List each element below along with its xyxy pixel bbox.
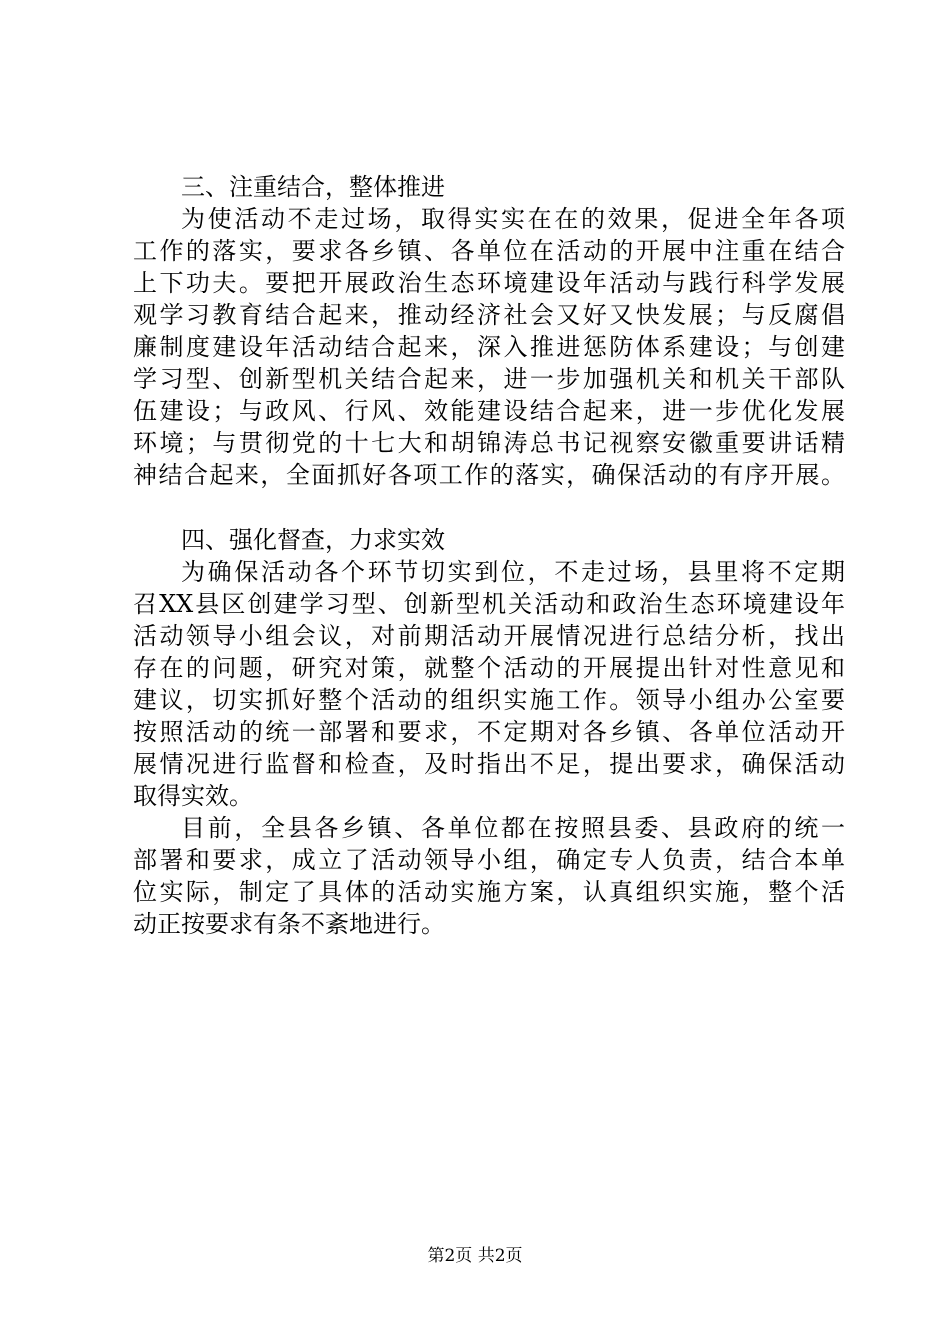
paragraph-line: 取得实效。 bbox=[133, 782, 253, 810]
paragraph-line: 为确保活动各个环节切实到位，不走过场，县里将不定期 bbox=[181, 558, 845, 586]
paragraph-line: 学习型、创新型机关结合起来，进一步加强机关和机关干部队 bbox=[133, 365, 845, 393]
paragraph-line: 按照活动的统一部署和要求，不定期对各乡镇、各单位活动开 bbox=[133, 718, 845, 746]
paragraph-line: 工作的落实，要求各乡镇、各单位在活动的开展中注重在结合 bbox=[133, 237, 845, 265]
paragraph-line: 环境；与贯彻党的十七大和胡锦涛总书记视察安徽重要讲话精 bbox=[133, 429, 845, 457]
page-number-footer: 第2页 共2页 bbox=[427, 1246, 523, 1266]
paragraph-line: 上下功夫。要把开展政治生态环境建设年活动与践行科学发展 bbox=[133, 269, 845, 297]
paragraph-line: 部署和要求，成立了活动领导小组，确定专人负责，结合本单 bbox=[133, 846, 845, 874]
paragraph-line: 神结合起来，全面抓好各项工作的落实，确保活动的有序开展。 bbox=[133, 461, 845, 489]
paragraph-line: 目前，全县各乡镇、各单位都在按照县委、县政府的统一 bbox=[181, 814, 845, 842]
paragraph-line: 廉制度建设年活动结合起来，深入推进惩防体系建设；与创建 bbox=[133, 333, 845, 361]
paragraph-line: 为使活动不走过场，取得实实在在的效果，促进全年各项 bbox=[181, 205, 845, 233]
paragraph-line: 展情况进行监督和检查，及时指出不足，提出要求，确保活动 bbox=[133, 750, 845, 778]
paragraph-line: 伍建设；与政风、行风、效能建设结合起来，进一步优化发展 bbox=[133, 397, 845, 425]
paragraph-line: 活动领导小组会议，对前期活动开展情况进行总结分析，找出 bbox=[133, 622, 845, 650]
paragraph-line: 位实际，制定了具体的活动实施方案，认真组织实施，整个活 bbox=[133, 878, 845, 906]
paragraph-line: 动正按要求有条不紊地进行。 bbox=[133, 910, 445, 938]
paragraph-line: 召XX县区创建学习型、创新型机关活动和政治生态环境建设年 bbox=[133, 590, 845, 618]
section-heading: 三、注重结合，整体推进 bbox=[181, 173, 445, 201]
paragraph-line: 存在的问题，研究对策，就整个活动的开展提出针对性意见和 bbox=[133, 654, 845, 682]
paragraph-line: 观学习教育结合起来，推动经济社会又好又快发展；与反腐倡 bbox=[133, 301, 845, 329]
paragraph-line: 建议，切实抓好整个活动的组织实施工作。领导小组办公室要 bbox=[133, 686, 845, 714]
section-heading: 四、强化督查，力求实效 bbox=[181, 526, 445, 554]
